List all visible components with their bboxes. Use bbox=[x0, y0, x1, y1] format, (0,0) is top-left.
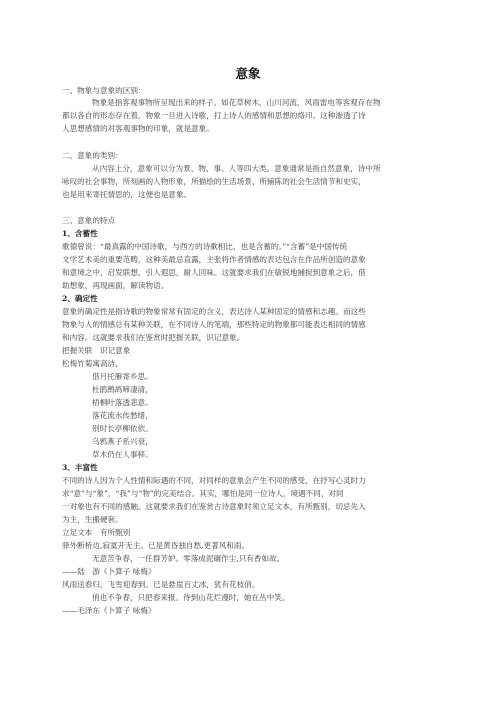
subsection-3-heading: 3、丰富性 bbox=[62, 463, 98, 472]
paragraph-line: 也是用来寄托情思的，这便也是意象。 bbox=[62, 190, 192, 199]
paragraph-line: 人思想感情的对客观事物的印象，就是意象。 bbox=[62, 124, 214, 133]
paragraph-line: 物象与人的情感总有某种关联，在不同诗人的笔端，那些特定的物象都可能表达相同的情感 bbox=[62, 320, 366, 329]
paragraph-line: 一对象也有不同的感触。这就要求我们在鉴赏古诗意象时须立足文本，有所甄别，切忌先入 bbox=[62, 502, 366, 511]
paragraph-line: 不同的诗人因为个人性情和际遇的不同，对同样的意象会产生不同的感受，在抒写心灵时力 bbox=[62, 476, 366, 485]
verse-line: 别时长亭柳依依。 bbox=[92, 424, 153, 433]
paragraph-line: 歌德曾说：“最真露的中国诗歌，与西方的诗歌相比，也是含蓄的。”“含蓄”是中国传统 bbox=[62, 242, 348, 251]
section-1-heading: 一、物象与意象的区别： bbox=[62, 86, 146, 95]
poem-attribution: ——毛泽东《卜算子 咏梅》 bbox=[62, 606, 156, 615]
paragraph-line: 物象是指客观事物所呈现出来的样子。如花草树木，山川河流、风雨雷电等客观存在物 bbox=[92, 98, 381, 107]
section-2-heading: 二、意象的类别： bbox=[62, 151, 123, 160]
paragraph-line: 文学艺术美的重要范畴，这种美最忌直露，主张将作者情感的表达包含在作品所创造的意象 bbox=[62, 255, 366, 264]
verse-line: 梧桐叶落透悲意。 bbox=[92, 398, 153, 407]
paragraph-line: 和意境之中，启发联想，引人遐思，耐人回味。这就要求我们在敏锐地捕捉到意象之后，借 bbox=[62, 268, 366, 277]
paragraph-line: 为主，生搬硬套。 bbox=[62, 515, 123, 524]
paragraph-line: 从内容上分，意象可以分为景、物、事、人等四大类。意象通常是指自然意象，诗中所 bbox=[92, 164, 381, 173]
paragraph-line: 和内容。这就要求我们在鉴赏时把握关联，识记意象。 bbox=[62, 333, 245, 342]
paragraph-line: 都以各自的形态存在着。物象一旦进入诗歌，打上诗人的感情和思想的烙印。这种渗透了诗 bbox=[62, 111, 366, 120]
paragraph-line: 把握关联 识记意象 bbox=[62, 346, 131, 355]
section-3-heading: 三、意象的特点 bbox=[62, 216, 116, 225]
poem-line: 驿外断桥边,寂寞开无主。已是黄昏独自愁,更著风和雨。 bbox=[62, 541, 250, 550]
subsection-1-heading: 1、含蓄性 bbox=[62, 229, 98, 238]
page-title: 意象 bbox=[235, 66, 261, 81]
paragraph-line: 松梅竹菊寓高洁， bbox=[62, 359, 123, 368]
paragraph-line: 意象的确定性是指诗歌的物象常常有固定的含义，表达诗人某种固定的情感和志趣。而这些 bbox=[62, 307, 366, 316]
subsection-2-heading: 2、确定性 bbox=[62, 294, 98, 303]
verse-line: 草木仍在人事移。 bbox=[92, 450, 153, 459]
paragraph-line: 求“意”与“象”，“我”与“物”的完美结合。其实，哪怕是同一位诗人，境遇不同，对同 bbox=[62, 489, 344, 498]
poem-line: 风雨送春归，飞雪迎春到。已是悬崖百丈冰，犹有花枝俏。 bbox=[62, 580, 260, 589]
verse-line: 杜鹃鹧鸪啼凄清， bbox=[92, 385, 153, 394]
paragraph-line: 助想象，再现画面，解读物语。 bbox=[62, 281, 169, 290]
poem-attribution: ——陆 游《卜算子 咏梅》 bbox=[62, 567, 156, 576]
paragraph-line: 立足文本 有所甄别 bbox=[62, 528, 131, 537]
verse-line: 落花流水传愁绪， bbox=[92, 411, 153, 420]
verse-line: 借月托雁寄乡思。 bbox=[92, 372, 153, 381]
verse-line: 乌鸦燕子系兴衰， bbox=[92, 437, 153, 446]
paragraph-line: 咏叹的社会事物，所刻画的人物形象，所描绘的生活场景，所铺陈的社会生活情节和史实， bbox=[62, 177, 366, 186]
poem-line: 俏也不争春，只把春来报。待到山花烂漫时，她在丛中笑。 bbox=[92, 593, 290, 602]
poem-line: 无意苦争春，一任群芳妒。零落成泥碾作尘,只有香如故。 bbox=[92, 554, 285, 563]
